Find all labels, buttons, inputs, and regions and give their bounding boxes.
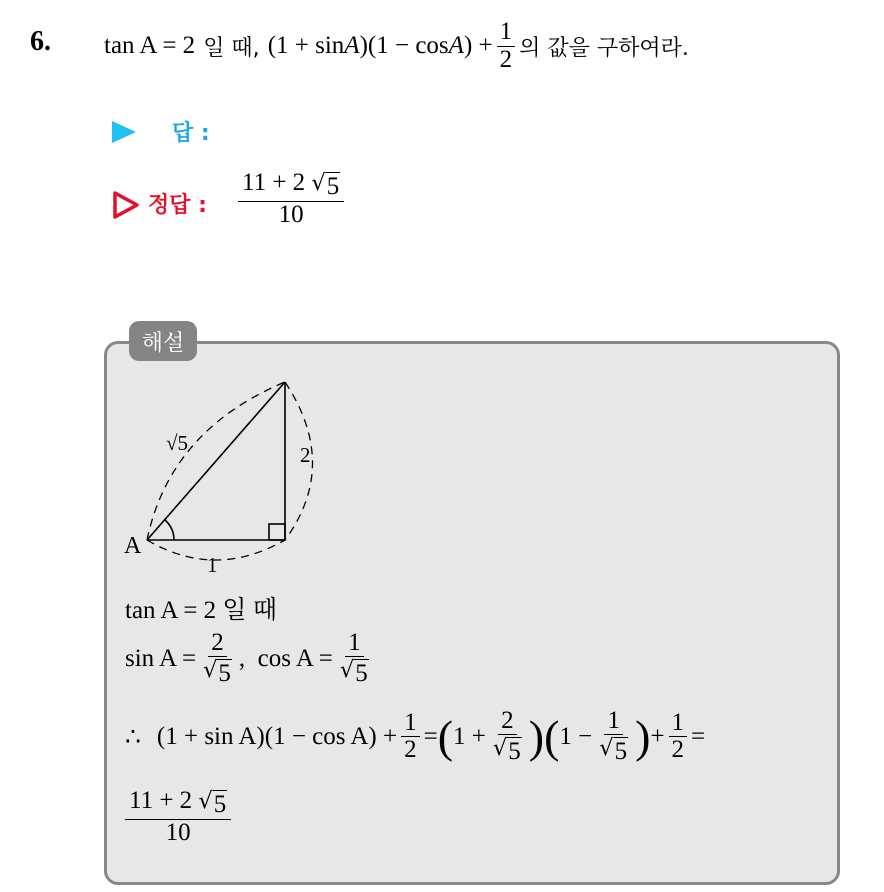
result-den: 10	[165, 818, 191, 846]
correct-answer-radicand: 5	[326, 173, 340, 200]
base-label: 1	[207, 553, 218, 577]
question-condition: tan A = 2	[104, 32, 196, 59]
question-number: 6.	[30, 26, 51, 57]
half-num: 1	[401, 710, 420, 737]
correct-answer-den: 10	[278, 200, 304, 228]
question-fraction	[497, 19, 516, 73]
vertex-label: A	[124, 533, 142, 559]
sin-den: 5	[218, 660, 231, 688]
question-fraction-den: 2	[499, 45, 513, 73]
correct-arrow-icon	[112, 190, 140, 220]
explanation-result: 11 + 2 √ 5 10	[125, 788, 231, 846]
sin-num: 2	[208, 630, 227, 657]
cos-den: 5	[355, 660, 368, 688]
question-prompt: 의 값을 구하여라.	[519, 35, 689, 61]
explanation-line-1: tan A = 2 일 때	[125, 597, 277, 624]
cos-lhs: cos A =	[257, 644, 333, 672]
explanation-tab: 해설	[129, 321, 197, 361]
angle-arc	[165, 520, 174, 540]
question-expression: (1 + sinA)(1 − cosA) +	[267, 32, 493, 59]
correct-label: 정답 :	[148, 193, 207, 218]
explanation-line-3: ∴ (1 + sin A)(1 − cos A) + $\frac{1}{2}$ = ( 1 + 2 √ 5 ) ( 1 − 1 √ 5 ) + $\frac{1}{2}$ =	[125, 707, 706, 766]
height-label: 2	[300, 443, 311, 467]
triangle-diagram	[110, 370, 340, 580]
cos-num: 1	[345, 630, 364, 657]
question-text	[104, 14, 689, 78]
triangle-hypotenuse	[147, 382, 285, 540]
result-radicand: 5	[213, 791, 227, 818]
question-particle: 일 때,	[203, 35, 260, 61]
correct-answer-value: 11 + 2 √ 5 10	[238, 170, 344, 228]
half-den: 2	[404, 736, 417, 764]
explanation-line-2: sin A = 2 √ 5 , cos A = 1 √ 5	[125, 629, 368, 688]
hypotenuse-label: √5	[166, 431, 189, 455]
result-num: 11 + 2	[129, 787, 193, 814]
right-angle-mark	[269, 524, 285, 540]
answer-label: 답 :	[172, 121, 210, 146]
correct-answer-num: 11 + 2	[242, 169, 306, 196]
question-fraction-num: 1	[497, 19, 516, 46]
sin-lhs: sin A =	[125, 644, 197, 672]
therefore-symbol: ∴	[125, 723, 141, 751]
answer-arrow-icon	[112, 121, 136, 143]
line3-expression: (1 + sin A)(1 − cos A) +	[156, 722, 398, 750]
